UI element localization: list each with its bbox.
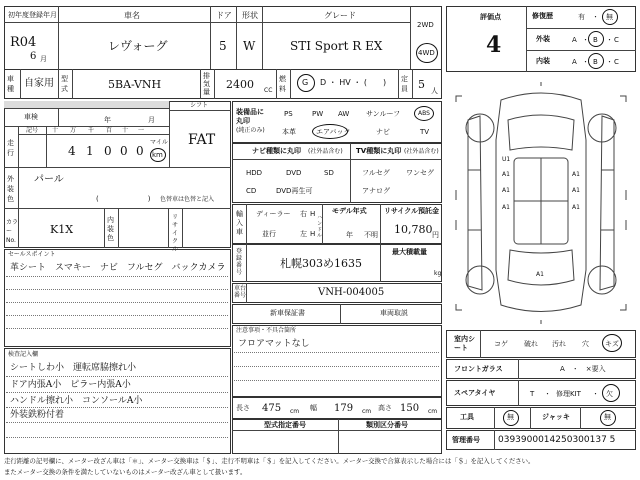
equipment-label: 装備品に丸印 <box>236 108 264 125</box>
km-label: km <box>152 151 163 159</box>
diagram-mark-a1-2: A1 <box>502 187 510 194</box>
ext-grade-a: A <box>572 36 577 44</box>
repair-no: 無 <box>606 13 613 21</box>
chassis-label: 車台番号 <box>234 285 247 299</box>
int-grade-dot1: ・ <box>582 58 589 66</box>
diagram-mark-a1-3: A1 <box>502 204 510 211</box>
import-dealer: ディーラー <box>256 210 291 218</box>
mileage-head-4: 百 <box>106 127 113 134</box>
ext-grade-dot1: ・ <box>582 36 589 44</box>
import-parallel: 並行 <box>262 230 276 238</box>
inspection-year-unit: 年 <box>104 116 111 124</box>
mileage-head-0: 記号 <box>26 127 39 134</box>
cc-unit: CC <box>264 87 273 94</box>
mileage-digit-3: 0 <box>120 144 128 158</box>
kind-label: 車種 <box>7 75 14 93</box>
exterior-color-paren: ( ) <box>96 195 151 203</box>
ext-grade-b: B <box>593 36 598 44</box>
repair-label: 修復歴 <box>532 12 553 20</box>
class-no-label: 類別区分番号 <box>366 421 408 429</box>
eq-leather: 本革 <box>282 128 296 136</box>
car-name: レヴォーグ <box>108 39 168 53</box>
spare-dot1: ・ <box>544 390 551 398</box>
capacity-unit: 人 <box>431 87 438 95</box>
mileage-head-6: 一 <box>138 127 145 134</box>
note-line-3: ハンドル擦れ小 コンソールA小 <box>10 396 143 406</box>
eq-aw: AW <box>338 110 350 118</box>
management-label: 管理番号 <box>452 436 480 444</box>
front-glass-label: フロントガラス <box>454 365 503 373</box>
repair-dot: ・ <box>592 13 599 21</box>
model-year-unknown: 不明 <box>364 231 378 239</box>
reg-year: R04 <box>10 35 37 50</box>
model-year-unit: 年 <box>346 231 353 239</box>
diagram-mark-a1-7: A1 <box>536 271 544 278</box>
eq-ps: PS <box>284 110 293 118</box>
ext-grade-dot2: ・ <box>606 36 613 44</box>
mile-label: マイル <box>150 139 168 146</box>
front-glass-value: A ・ ×要入 <box>560 365 606 373</box>
height-cm: cm <box>428 408 438 415</box>
mileage-label: 走行 <box>7 139 14 157</box>
shift-value: FAT <box>188 132 216 148</box>
fuel-label: 燃料 <box>279 75 286 93</box>
recycle-fee-label: リサイクル預託金 <box>384 207 440 215</box>
note-line-4: 外装鉄粉付着 <box>10 410 65 420</box>
nav-sd: SD <box>324 169 334 177</box>
seat-yabure: 破れ <box>524 340 538 348</box>
type-no-label: 型式指定番号 <box>264 421 306 429</box>
model-label: 型式 <box>61 75 68 93</box>
management-value: 0393900014250300137 5 <box>498 435 616 445</box>
model-code: 5BA-VNH <box>108 78 162 91</box>
records-box <box>232 304 442 324</box>
exterior-color: パール <box>34 174 64 185</box>
spare-t: T <box>530 390 535 398</box>
mileage-digit-0: 4 <box>68 144 76 158</box>
ext-grade-c: C <box>614 36 619 44</box>
width-value: 179 <box>334 403 354 414</box>
seat-yogore: 汚れ <box>552 340 566 348</box>
repair-yes: 有 <box>578 13 585 21</box>
reg-month: 6 <box>30 51 37 62</box>
eq-tv: TV <box>420 128 430 136</box>
tv-header: TV種類に丸印 <box>356 147 402 155</box>
tv-fullseg: フルセグ <box>362 169 390 177</box>
diagram-mark-a1-6: A1 <box>572 204 580 211</box>
height-value: 150 <box>400 403 420 414</box>
seat-koge: コゲ <box>494 340 508 348</box>
equipment-sublabel: (純正のみ) <box>236 127 265 134</box>
eq-navi: ナビ <box>376 128 390 136</box>
body-type: W <box>243 39 256 53</box>
footer-line-1: 走行距離の記号欄に、メーター改ざん車は「＊」、メーター交換車は「＄」、走行不明車は「＄」を記入してください。メーター交換で合算表示した場合には「＄」を記入してください。 <box>4 457 535 465</box>
fuel-g: G <box>302 78 309 87</box>
import-left: 左 <box>300 230 307 238</box>
reg-year-label: 初年度登録年月 <box>8 11 57 19</box>
nav-header: ナビ種類に丸印 <box>252 147 301 155</box>
records-warranty: 新車保証書 <box>270 309 305 317</box>
inspector-notes-label: 検査記入欄 <box>8 351 39 358</box>
max-load-kg: kg <box>434 270 442 277</box>
body-type-label: 形状 <box>242 11 258 20</box>
note-line-2: ドア内張A小 ピラー内張A小 <box>10 380 131 390</box>
height-label: 高さ <box>378 404 392 412</box>
diagram-mark-a1-4: A1 <box>572 171 580 178</box>
registration-value: 札幌303め1635 <box>280 257 362 270</box>
spare-tire-label: スペアタイヤ <box>454 389 496 397</box>
records-manual: 車両取説 <box>380 309 408 317</box>
color-no-value: K1X <box>50 223 74 236</box>
displacement: 2400 <box>226 78 254 91</box>
kind-value: 自家用 <box>24 78 54 89</box>
import-right: 右 <box>300 210 307 218</box>
shift-label: シフト <box>190 102 209 109</box>
mileage-head-3: 千 <box>88 127 95 134</box>
notes-box <box>232 325 442 397</box>
eq-pw: PW <box>312 110 324 118</box>
capacity-label: 定員 <box>401 75 408 93</box>
recycle-fee: 10,780 <box>394 223 433 236</box>
inspection-month-unit: 月 <box>148 116 155 124</box>
inspection-label: 車検 <box>24 113 38 121</box>
drive-2wd: 2WD <box>417 21 434 29</box>
interior-grade-label: 内装 <box>536 57 550 65</box>
mileage-head-5: 十 <box>122 127 129 134</box>
eq-airbag: エアバック <box>316 128 351 136</box>
sales-points-label: セールスポイント <box>8 251 56 258</box>
mileage-head-1: 十 <box>52 127 59 134</box>
notes-text: フロアマットなし <box>238 339 310 349</box>
doors-label: ドア <box>216 11 232 20</box>
nav-dvd: DVD <box>286 169 302 177</box>
int-grade-c: C <box>614 58 619 66</box>
eq-abs: ABS <box>418 110 430 117</box>
doors: 5 <box>219 39 227 53</box>
recycle-label: リサイクル <box>172 214 179 253</box>
length-cm: cm <box>290 408 300 415</box>
registration-label: 登録番号 <box>236 248 243 276</box>
int-grade-b: B <box>593 58 598 66</box>
int-grade-dot2: ・ <box>606 58 613 66</box>
interior-seat-label: 室内シート <box>454 335 475 352</box>
grade: STI Sport R EX <box>290 39 383 53</box>
width-cm: cm <box>362 408 372 415</box>
jack-label: ジャッキ <box>542 413 570 421</box>
spare-missing: 欠 <box>606 390 613 398</box>
displacement-label: 排気量 <box>203 72 210 96</box>
recycle-fee-yen: 円 <box>432 231 439 239</box>
nav-hdd: HDD <box>246 169 263 177</box>
tools-value: 無 <box>507 413 514 421</box>
car-damage-diagram <box>446 80 636 326</box>
diagram-mark-u1: U1 <box>502 156 511 163</box>
import-label: 輸入車 <box>236 210 243 236</box>
score-value: 4 <box>486 32 502 58</box>
import-right-h: H <box>310 210 316 218</box>
max-load-label: 最大積載量 <box>392 248 427 256</box>
sales-points-text: 革シート スマキー ナビ フルセグ バックカメラ <box>10 263 226 273</box>
month-unit: 月 <box>40 55 47 63</box>
drive-4wd: 4WD <box>418 49 435 57</box>
footer-line-2: またメーター交換の条件を満たしていないものはメーター改ざん車として扱います。 <box>4 468 247 476</box>
seat-ana: 穴 <box>582 340 589 348</box>
exterior-grade-label: 外装 <box>536 35 550 43</box>
exterior-label: 外装色 <box>7 175 14 203</box>
mileage-head-2: 万 <box>70 127 77 134</box>
capacity: 5 <box>418 78 425 91</box>
notes-label: 注意事項・不具合箇所 <box>236 327 297 334</box>
mileage-digit-4: 0 <box>136 144 144 158</box>
length-label: 長さ <box>236 404 250 412</box>
diagram-mark-a1-1: A1 <box>502 171 510 178</box>
length-value: 475 <box>262 403 282 414</box>
seat-kizu: キズ <box>605 340 619 348</box>
car-name-label: 車名 <box>124 11 140 20</box>
note-line-1: シートしわ小 運転席脇擦れ小 <box>10 363 137 373</box>
color-no-label: カラーNo. <box>6 219 19 244</box>
nav-dvd-play: DVD再生可 <box>276 187 313 195</box>
nav-cd: CD <box>246 187 257 195</box>
mileage-digit-1: 1 <box>86 144 94 158</box>
width-label: 幅 <box>310 404 317 412</box>
score-label: 評価点 <box>480 13 501 21</box>
eq-sunroof: サンルーフ <box>366 110 401 118</box>
model-year-label: モデル年式 <box>332 207 367 215</box>
grade-label: グレード <box>324 11 356 20</box>
mileage-digit-2: 0 <box>104 144 112 158</box>
tv-analog: アナログ <box>362 187 390 195</box>
diagram-mark-a1-5: A1 <box>572 187 580 194</box>
interior-color-label: 内装色 <box>107 216 114 242</box>
spare-kit: 修理KIT <box>556 390 581 398</box>
import-left-h: H <box>310 230 316 238</box>
exterior-color-note: 色替車は色替と記入 <box>160 196 215 203</box>
tv-sub: (社外品含む) <box>404 148 439 155</box>
fuel-others: D ・ HV ・ ( ) <box>320 78 387 87</box>
spare-dot2: ・ <box>592 390 599 398</box>
import-handle-label: ハンドル <box>317 215 323 239</box>
chassis-value: VNH-004005 <box>318 287 385 298</box>
tools-label: 工具 <box>460 413 474 421</box>
tv-oneseg: ワンセグ <box>406 169 434 177</box>
jack-value: 無 <box>604 413 611 421</box>
nav-sub: (社外品含む) <box>308 148 343 155</box>
int-grade-a: A <box>572 58 577 66</box>
